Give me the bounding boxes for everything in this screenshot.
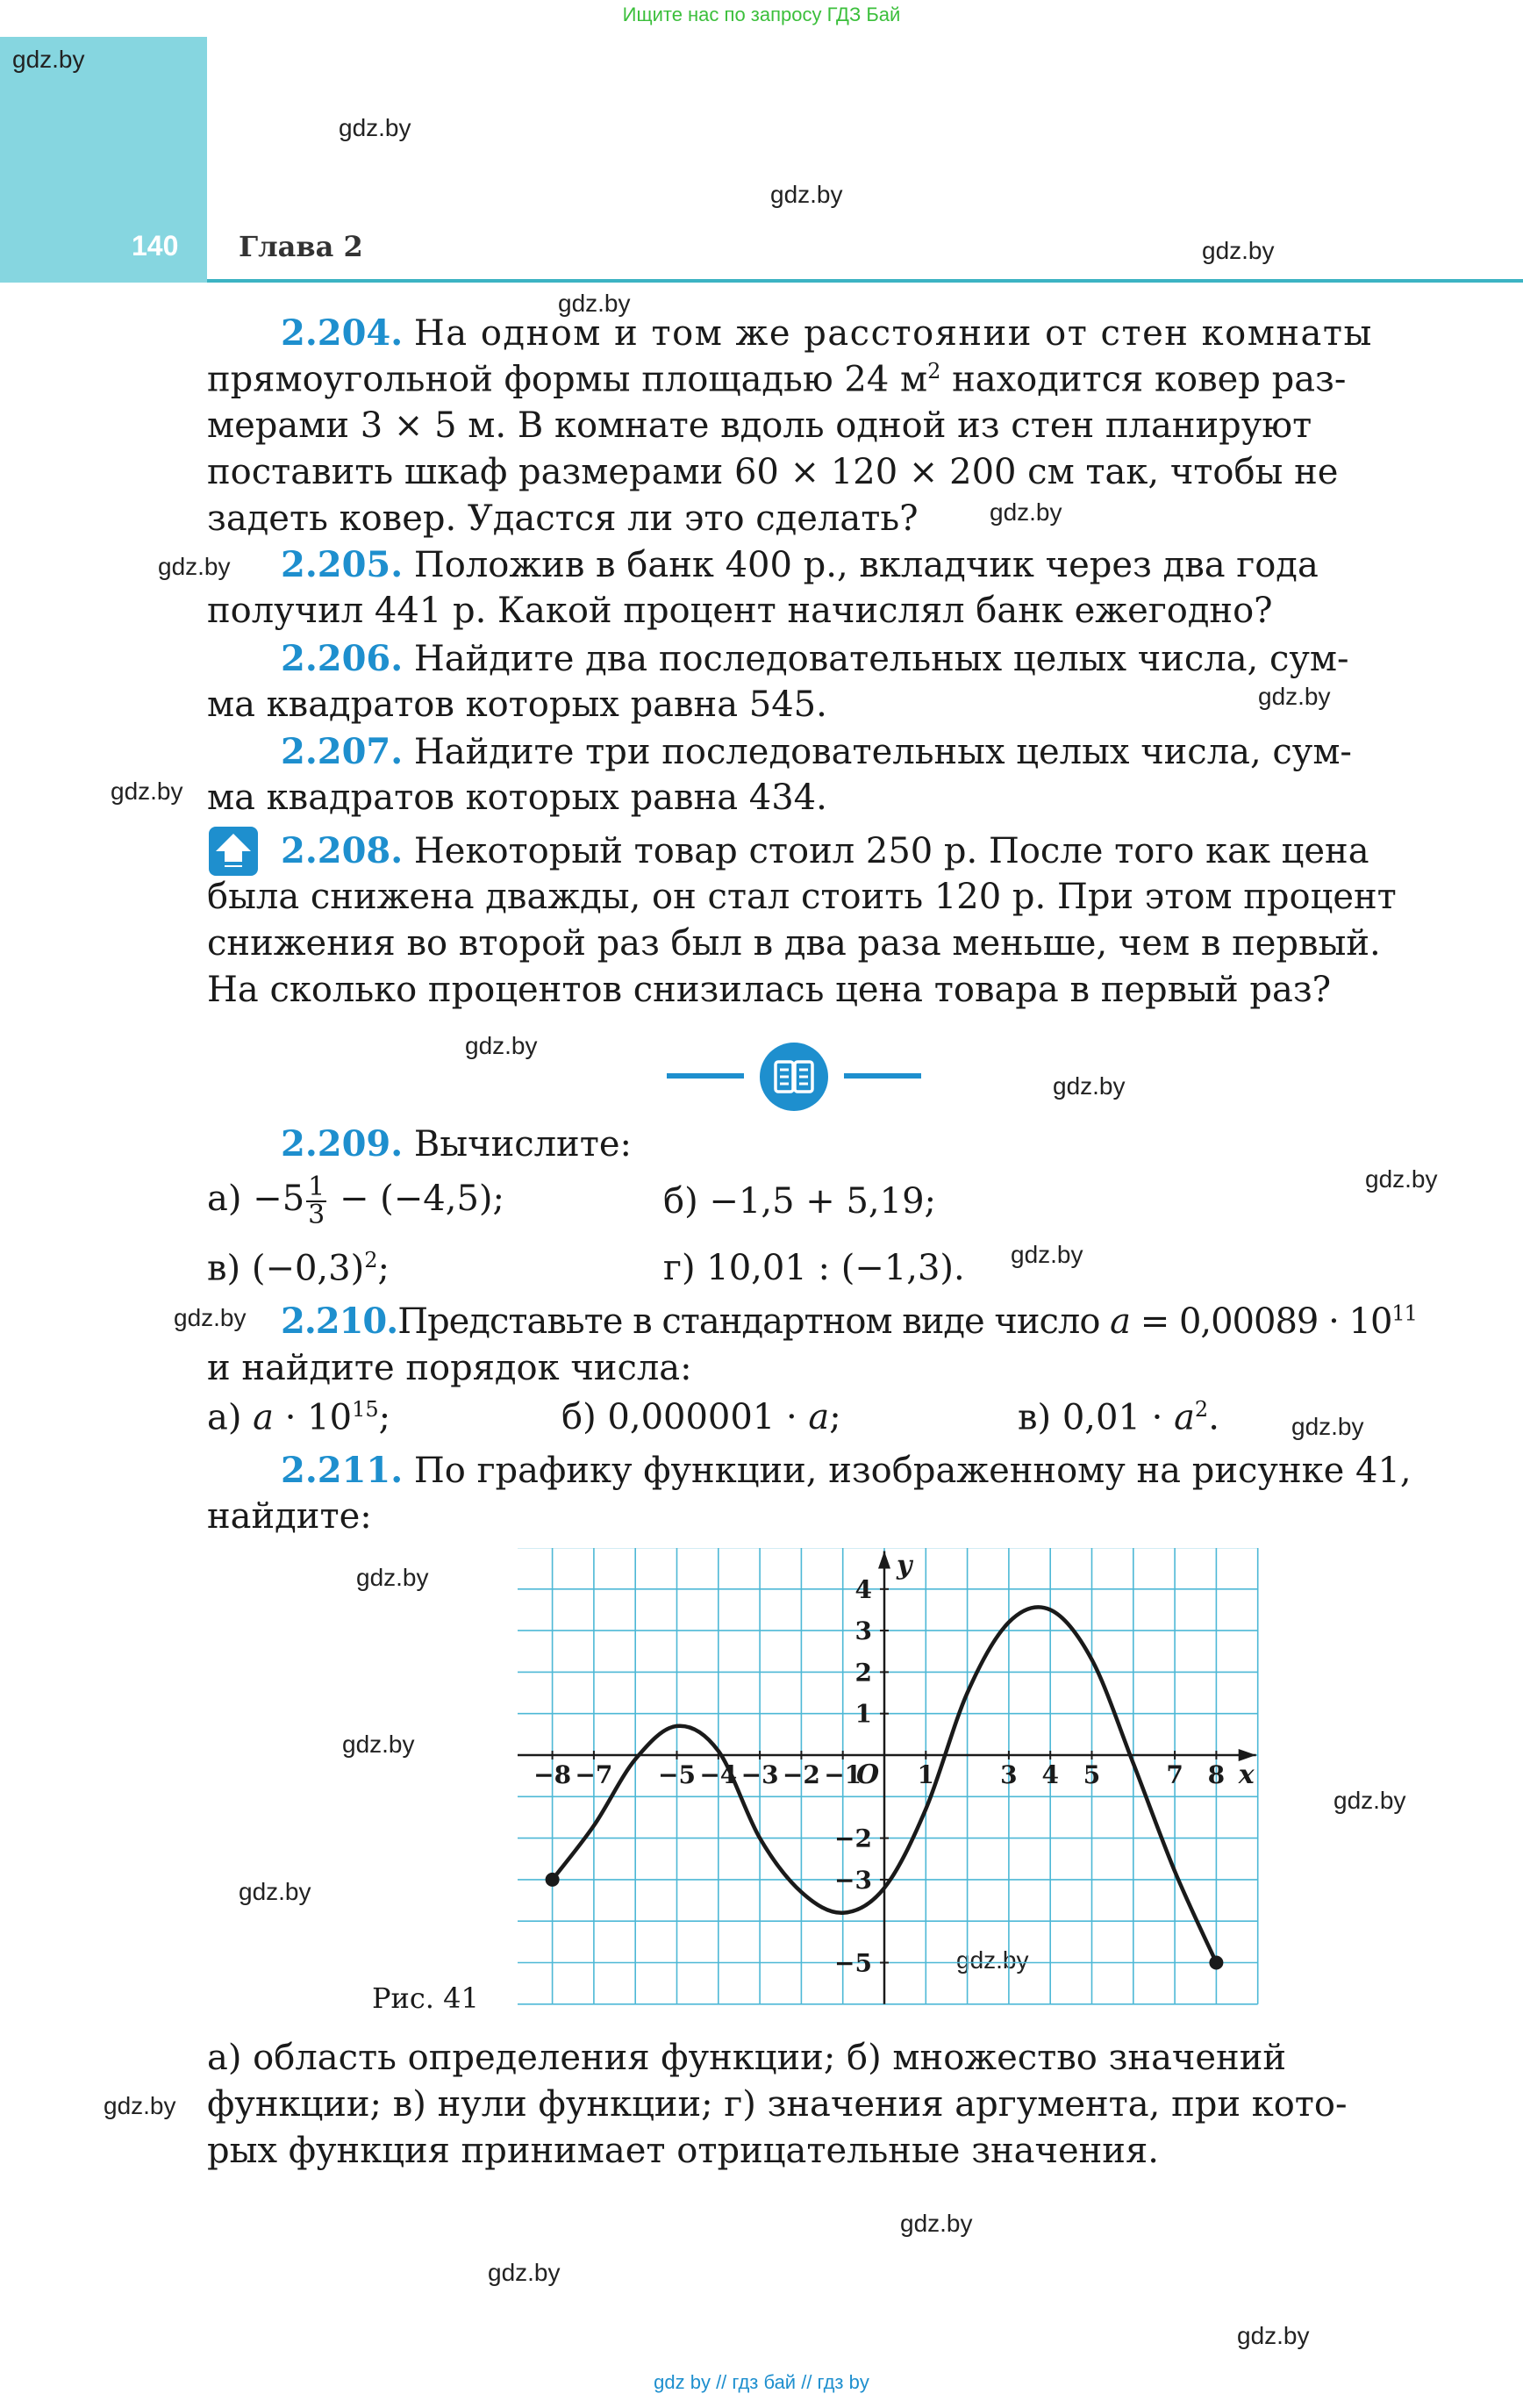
problem-number: 2.207. (281, 731, 404, 772)
watermark: gdz.by (356, 1564, 429, 1591)
watermark: gdz.by (239, 1878, 311, 1905)
y-tick-label: 4 (854, 1574, 872, 1604)
x-tick-label: −3 (740, 1760, 779, 1789)
fraction: $\frac{1}{3}$ (308, 1172, 325, 1230)
problem-2-210-a: а) $a \cdot 10^{15}$; (207, 1397, 391, 1438)
problem-2-205-line-1: 2.205. Положив в банк 400 р., вкладчик через два года (281, 544, 1319, 585)
problem-number: 2.209. (281, 1123, 404, 1165)
problem-2-206-line-2: ма квадратов которых равна 545. (207, 684, 827, 725)
problem-2-207-line-1: 2.207. Найдите три последовательных целых числа, сум- (281, 731, 1352, 772)
section-divider-right (844, 1073, 921, 1079)
watermark: gdz.by (1365, 1165, 1438, 1193)
y-tick-label: −2 (834, 1824, 872, 1853)
watermark: gdz.by (104, 2092, 176, 2119)
watermark: gdz.by (1237, 2322, 1310, 2349)
problem-2-208-line-3: снижения во второй раз был в два раза меньше, чем в первый. (207, 923, 1381, 964)
problem-2-211-answer-line-1: а) область определения функции; б) множество значений (207, 2038, 1287, 2078)
problem-number: 2.208. (281, 830, 404, 871)
watermark: gdz.by (12, 46, 85, 73)
footer-links[interactable]: gdz by // гдз бай // гдз by (654, 2371, 869, 2393)
problem-number: 2.205. (281, 544, 404, 585)
problem-2-206-line-1: 2.206. Найдите два последовательных целых числа, сум- (281, 638, 1349, 679)
problem-2-204-line-3: мерами 3 × 5 м. В комнате вдоль одной из стен планируют (207, 405, 1312, 446)
x-tick-label: 7 (1166, 1760, 1183, 1789)
watermark: gdz.by (339, 114, 411, 141)
y-axis-label: y (897, 1550, 912, 1581)
problem-2-210-line-2: и найдите порядок числа: (207, 1348, 692, 1388)
x-axis-label: x (1238, 1759, 1255, 1790)
problem-2-205-line-2: получил 441 р. Какой процент начислял банк ежегодно? (207, 591, 1273, 631)
watermark: gdz.by (1053, 1072, 1126, 1100)
problem-2-210-b: б) 0,000001 · a; (561, 1397, 841, 1437)
open-book-icon (760, 1043, 828, 1111)
y-tick-label: 3 (854, 1616, 872, 1646)
problem-2-209-c: в) $(-0,3)^2$; (207, 1248, 390, 1289)
watermark: gdz.by (900, 2210, 973, 2237)
watermark: gdz.by (111, 778, 183, 805)
problem-2-204-line-2: прямоугольной формы площадью 24 $м^2$ находится ковер раз- (207, 359, 1347, 400)
watermark: gdz.by (488, 2259, 561, 2286)
origin-label: O (856, 1759, 880, 1790)
watermark: gdz.by (1202, 237, 1275, 264)
homework-icon (209, 827, 258, 876)
function-graph (518, 1548, 1265, 2008)
problem-2-208-line-4: На сколько процентов снизилась цена товара в первый раз? (207, 970, 1332, 1010)
x-tick-label: −2 (782, 1760, 820, 1789)
section-divider-left (667, 1073, 744, 1079)
problem-number: 2.210. (281, 1301, 398, 1342)
problem-2-210-c: в) $0,01 \cdot a^2$. (1018, 1397, 1219, 1438)
watermark: gdz.by (465, 1032, 538, 1059)
top-notice[interactable]: Ищите нас по запросу ГДЗ Бай (622, 4, 901, 25)
problem-2-209-b: б) −1,5 + 5,19; (663, 1181, 937, 1222)
watermark: gdz.by (990, 498, 1062, 526)
problem-2-204-line-5: задеть ковер. Удастся ли это сделать? (207, 498, 919, 539)
problem-2-211-line-2: найдите: (207, 1496, 372, 1537)
watermark: gdz.by (174, 1304, 247, 1331)
x-tick-label: 8 (1207, 1760, 1226, 1789)
page-number: 140 (132, 230, 179, 262)
problem-2-204-line-1: 2.204. На одном и том же расстоянии от стен комнаты (281, 312, 1373, 354)
curve-end-point (1209, 1956, 1223, 1970)
y-tick-label: 2 (854, 1658, 872, 1688)
x-tick-label: −4 (699, 1760, 738, 1789)
watermark: gdz.by (158, 553, 231, 580)
y-tick-label: −3 (834, 1865, 872, 1895)
problem-2-208-line-1: 2.208. Некоторый товар стоил 250 р. После того как цена (281, 830, 1369, 871)
problem-2-209-a: а) −5 $\frac{1}{3}$ − (−4,5); (207, 1172, 504, 1230)
y-tick-label: −5 (834, 1948, 872, 1978)
y-axis-arrow (878, 1552, 890, 1569)
watermark: gdz.by (558, 290, 631, 317)
curve-start-point (546, 1873, 560, 1887)
y-tick-label: 1 (854, 1699, 872, 1729)
watermark: gdz.by (956, 1946, 1029, 1974)
problem-2-211-answer-line-3: рых функция принимает отрицательные значения. (207, 2131, 1159, 2171)
problem-number: 2.206. (281, 638, 404, 679)
problem-number: 2.211. (281, 1450, 404, 1491)
x-tick-label: −8 (533, 1760, 572, 1789)
problem-2-207-line-2: ма квадратов которых равна 434. (207, 778, 827, 818)
watermark: gdz.by (1258, 683, 1331, 710)
problem-2-209-title: 2.209. Вычислите: (281, 1123, 632, 1165)
problem-number: 2.204. (281, 312, 404, 354)
problem-2-210-line-1: 2.210.Представьте в стандартном виде число $a = 0,00089 \cdot 10^{11}$ (281, 1301, 1417, 1342)
watermark: gdz.by (1291, 1413, 1364, 1440)
watermark: gdz.by (1011, 1241, 1083, 1268)
x-tick-label: 5 (1083, 1760, 1101, 1789)
problem-2-211-line-1: 2.211. По графику функции, изображенному на рисунке 41, (281, 1450, 1412, 1491)
watermark: gdz.by (342, 1731, 415, 1758)
watermark: gdz.by (770, 181, 843, 208)
figure-caption: Рис. 41 (372, 1982, 479, 2015)
x-tick-label: 4 (1041, 1760, 1059, 1789)
x-tick-label: −7 (575, 1760, 613, 1789)
problem-2-204-line-4: поставить шкаф размерами 60 × 120 × 200 см так, чтобы не (207, 452, 1339, 492)
x-tick-label: −1 (824, 1760, 862, 1789)
x-tick-label: −5 (658, 1760, 696, 1789)
problem-2-208-line-2: была снижена дважды, он стал стоить 120 р. При этом процент (207, 877, 1397, 917)
x-tick-label: 1 (917, 1760, 935, 1789)
problem-2-211-answer-line-2: функции; в) нули функции; г) значения аргумента, при кото- (207, 2084, 1348, 2125)
chapter-title: Глава 2 (239, 230, 363, 263)
x-tick-label: 3 (1000, 1760, 1018, 1789)
header-rule (207, 279, 1523, 283)
problem-2-209-d: г) 10,01 : (−1,3). (663, 1248, 965, 1288)
watermark: gdz.by (1334, 1787, 1406, 1814)
